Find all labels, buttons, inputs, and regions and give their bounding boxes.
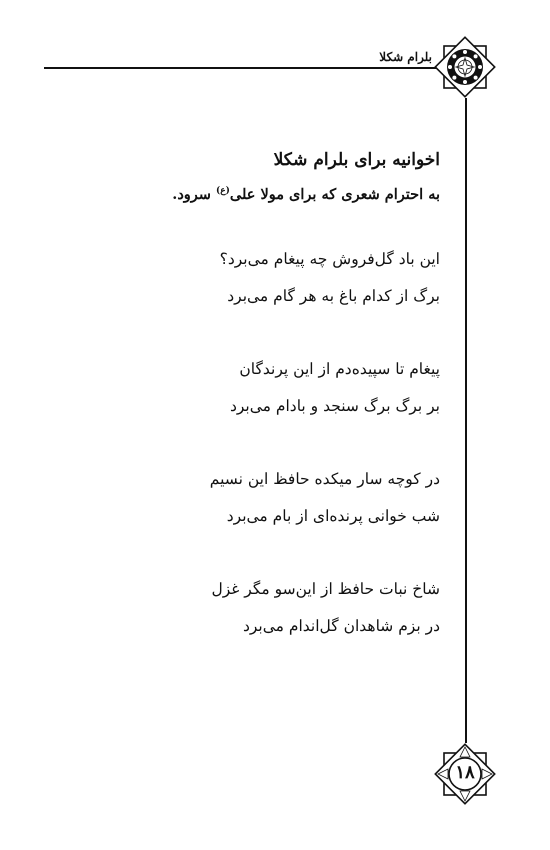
dedication-text: به احترام شعری که برای مولا علی [229,186,440,203]
stanza-4-line-2: در بزم شاهدان گل‌اندام می‌برد [242,617,440,635]
stanza-2-line-1: پیغام تا سپیده‌دم از این پرندگان [239,360,440,378]
dedication-end: سرود. [172,186,216,203]
poem-dedication [172,186,440,203]
stanza-1-line-1: این باد گل‌فروش چه پیغام می‌برد؟ [219,250,440,268]
stanza-4-line-1: شاخ نبات حافظ از این‌سو مگر غزل [211,580,440,598]
top-ornament-icon [430,32,500,102]
margin-rule [465,98,467,743]
poem-heading: اخوانیه برای بلرام شکلا [273,150,440,170]
header-rule [44,67,438,69]
stanza-1-line-2: برگ از کدام باغ به هر گام می‌برد [227,287,440,305]
stanza-3-line-1: در کوچه سار میکده حافظ این نسیم [209,470,440,488]
page-number: ۱۸ [455,762,475,783]
stanza-3-line-2: شب خوانی پرنده‌ای از بام می‌برد [226,507,440,525]
running-header-title: بلرام شکلا [379,50,432,64]
dedication-honorific: (ع) [215,186,230,197]
stanza-2-line-2: بر برگ برگ سنجد و بادام می‌برد [229,397,440,415]
